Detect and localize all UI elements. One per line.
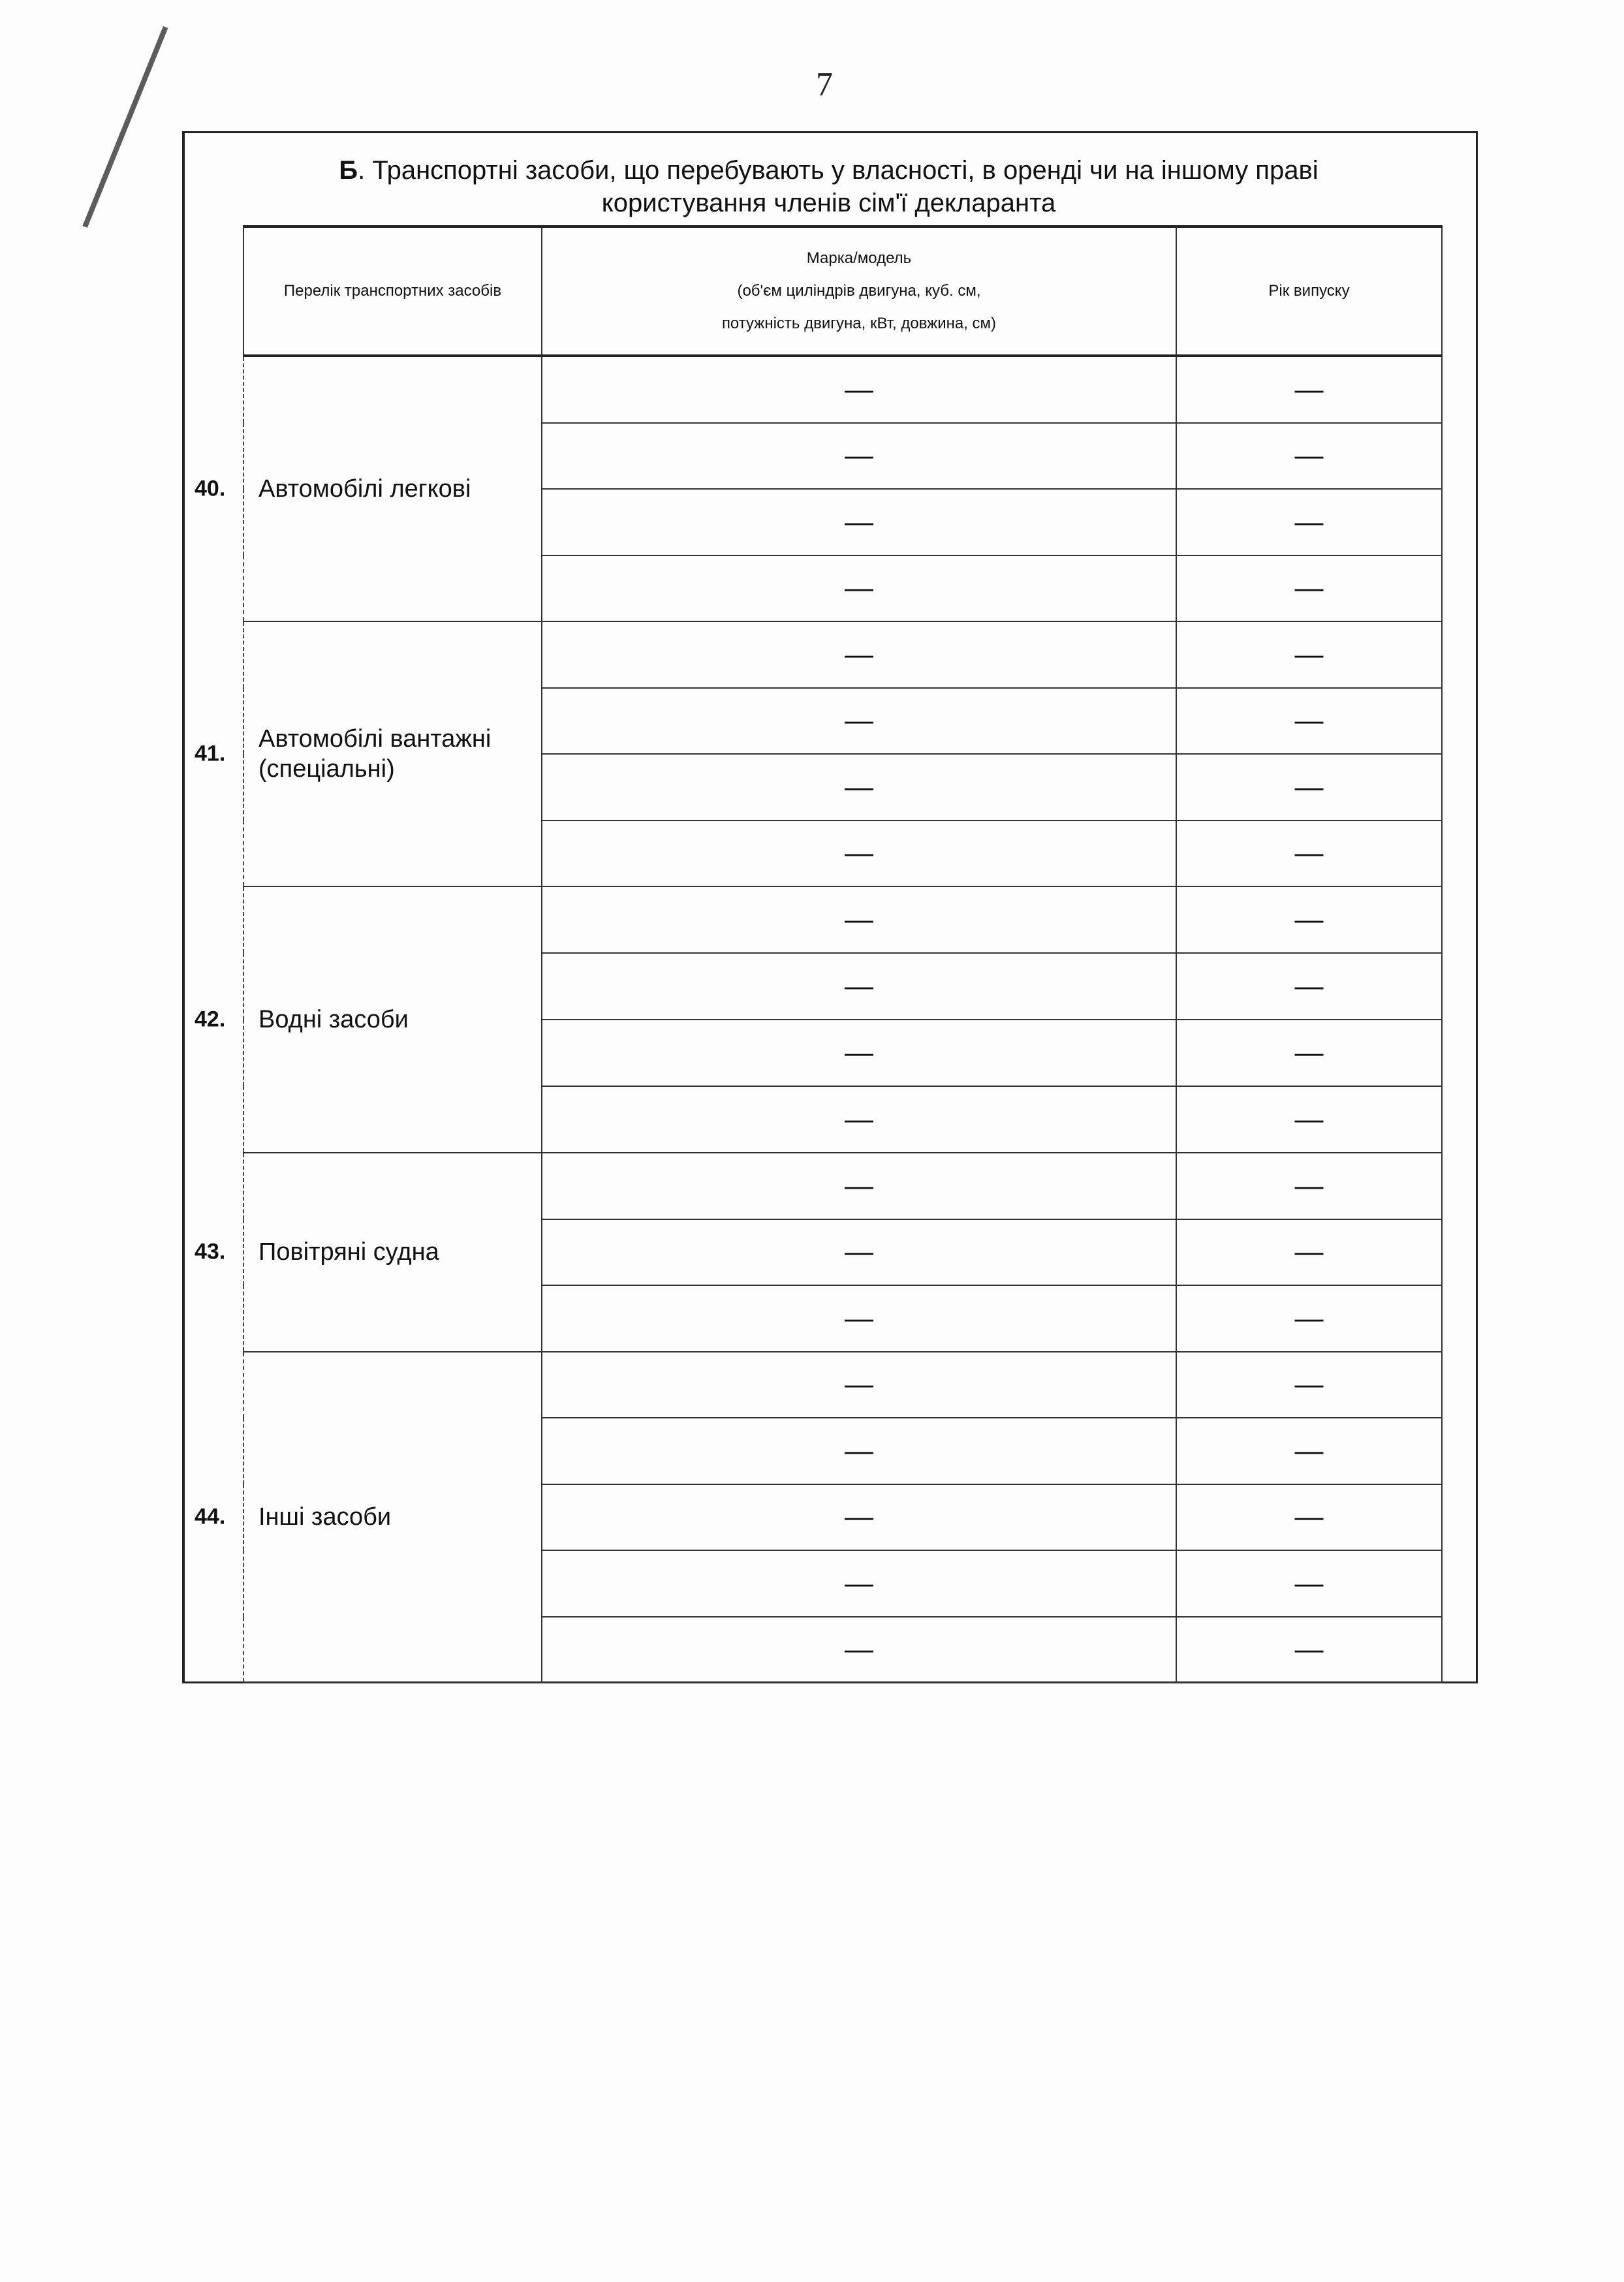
year-cell: — (1176, 953, 1442, 1020)
year-cell: — (1176, 1550, 1442, 1617)
header-make-model-line2: (об'єм циліндрів двигуна, куб. см, (737, 282, 981, 300)
section-title (182, 154, 1475, 219)
item-number: 43. (195, 1239, 226, 1264)
header-year: Рік випуску (1176, 227, 1442, 356)
item-number: 40. (195, 476, 226, 501)
item-number: 41. (195, 741, 226, 766)
year-cell: — (1176, 1418, 1442, 1484)
year-cell: — (1176, 1219, 1442, 1286)
header-make-model-line3: потужність двигуна, кВт, довжина, см) (721, 315, 997, 332)
vehicles-table (195, 225, 1443, 1683)
make-model-cell: — (542, 886, 1176, 953)
year-cell: — (1176, 1352, 1442, 1418)
year-cell: — (1176, 423, 1442, 490)
make-model-cell: — (542, 489, 1176, 555)
make-model-cell: — (542, 953, 1176, 1020)
item-number: 42. (195, 1007, 226, 1032)
vehicle-category-label: Водні засоби (258, 1006, 409, 1033)
year-cell: — (1176, 1086, 1442, 1153)
year-cell: — (1176, 1020, 1442, 1086)
section-title-line1: . Транспортні засоби, що перебувають у власності, в оренді чи на іншому праві (358, 156, 1319, 185)
table-header-row (243, 227, 1442, 356)
vehicle-category-label: Автомобілі легкові (258, 475, 471, 503)
vehicle-category-label: Інші засоби (258, 1503, 392, 1531)
make-model-cell: — (542, 821, 1176, 887)
year-cell: — (1176, 821, 1442, 887)
make-model-cell: — (542, 1484, 1176, 1551)
table-row (243, 886, 1442, 953)
vehicle-category-cell (195, 356, 542, 621)
year-cell: — (1176, 688, 1442, 755)
header-make-model (542, 227, 1176, 356)
section-letter: Б (339, 156, 358, 185)
header-vehicle-list: Перелік транспортних засобів (243, 227, 542, 356)
vehicle-category-label: (спеціальні) (258, 755, 395, 783)
make-model-cell: — (542, 1153, 1176, 1219)
year-cell: — (1176, 886, 1442, 953)
make-model-cell: — (542, 356, 1176, 423)
vehicle-category-cell (195, 886, 542, 1153)
vehicle-category-cell (195, 1153, 542, 1352)
make-model-cell: — (542, 1285, 1176, 1352)
make-model-cell: — (542, 1418, 1176, 1484)
table-row (243, 1352, 1442, 1418)
page-number: 7 (816, 66, 833, 103)
make-model-cell: — (542, 555, 1176, 622)
year-cell: — (1176, 489, 1442, 555)
year-cell: — (1176, 621, 1442, 688)
make-model-cell: — (542, 423, 1176, 490)
table-row (243, 621, 1442, 688)
year-cell: — (1176, 1153, 1442, 1219)
item-number: 44. (195, 1504, 226, 1529)
year-cell: — (1176, 754, 1442, 821)
vehicle-category-label: Повітряні судна (258, 1238, 439, 1266)
vehicle-category-cell (195, 1352, 542, 1683)
make-model-cell: — (542, 1617, 1176, 1683)
vehicle-category-cell (195, 621, 542, 886)
year-cell: — (1176, 1484, 1442, 1551)
year-cell: — (1176, 1285, 1442, 1352)
year-cell: — (1176, 555, 1442, 622)
make-model-cell: — (542, 754, 1176, 821)
make-model-cell: — (542, 1352, 1176, 1418)
vehicle-category-label: Автомобілі вантажні (258, 725, 492, 753)
make-model-cell: — (542, 1219, 1176, 1286)
table-row (243, 1153, 1442, 1219)
section-title-line2: користування членів сім'ї декларанта (601, 189, 1056, 217)
make-model-cell: — (542, 1550, 1176, 1617)
header-make-model-line1: Марка/модель (806, 249, 912, 267)
table-row (243, 356, 1442, 423)
make-model-cell: — (542, 1020, 1176, 1086)
pen-stroke-mark (82, 26, 168, 228)
make-model-cell: — (542, 621, 1176, 688)
make-model-cell: — (542, 1086, 1176, 1153)
make-model-cell: — (542, 688, 1176, 755)
year-cell: — (1176, 1617, 1442, 1683)
year-cell: — (1176, 356, 1442, 423)
table-body (195, 356, 1442, 1683)
